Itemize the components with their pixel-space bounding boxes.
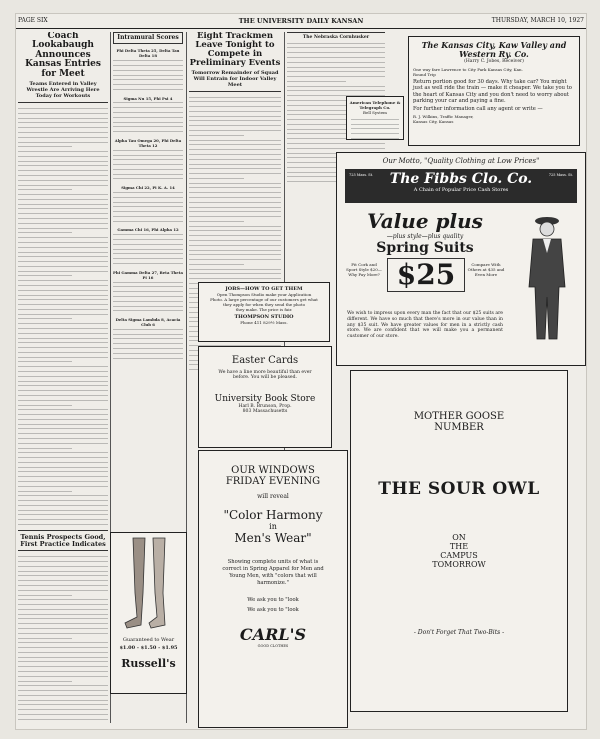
kc-railway-contact: For further information call any agent or write — <box>413 106 543 113</box>
telephone-name: American Telephone & Telegraph Co. <box>349 100 401 110</box>
kc-railway-receiver: (Harry C. Jobes, Receiver) <box>464 59 524 64</box>
windows-line-4: "Color Harmony <box>223 508 323 522</box>
intramural-game: Phi Gamma Delta 27, Beta Theta Pi 16 <box>113 269 183 280</box>
text-line <box>113 261 183 266</box>
kc-fare-line-2: Round Trip <box>413 72 436 77</box>
fibbs-right-note: Compare With Others at $35 and Even More <box>467 262 505 277</box>
windows-ask-1: We ask you to "look <box>247 597 299 603</box>
fibbs-motto: Our Motto, "Quality Clothing at Low Prices" <box>382 157 540 165</box>
fibbs-body: We wish to impress upon every man the fact that our $25 suits are different. We have so much that there's more in our value than in any $35 suit. We have greater values for men in a strictly cash store. We are confident that we will make you a permanent customer of our store. <box>347 311 503 340</box>
russells-name: Russell's <box>121 657 176 670</box>
kc-railway-body: Return portion good for 30 days. Why take car? You might just as well ride the train — make it cheaper. We take you to the heart of Kansas City and you don't need to worry about parking your car and paying a fine. <box>413 79 572 104</box>
fibbs-price: $25 <box>387 258 465 292</box>
headline-tennis: Tennis Prospects Good, First Practice Indicates <box>20 532 106 548</box>
headline-track: Eight Trackmen Leave Tonight to Compete in Preliminary Events <box>189 32 281 68</box>
russells-ad <box>110 532 187 694</box>
text-line <box>113 219 183 224</box>
owl-footer: - Don't Forget That Two-Bits - <box>413 629 505 636</box>
owl-line-5: THE <box>449 542 469 551</box>
easter-cards-title: Easter Cards <box>231 355 299 366</box>
newspaper-page <box>16 14 586 729</box>
thompson-studio-ad: JOBS—HOW TO GET THEM Open Thompson Studio make your Application Photo. A large percentage of our customers get what they apply for when they send the photo they make. The price is fair. THOMPSON STUDIO Phone 411 829½ Mass. <box>198 282 330 342</box>
man-in-suit-illustration <box>515 207 577 347</box>
owl-line-7: TOMORROW <box>432 560 486 569</box>
kc-railway-city: Kansas City, Kansas <box>413 119 454 125</box>
kc-railway-title: The Kansas City, Kaw Valley and Western Ry. Co. <box>421 40 567 59</box>
book-store-name: University Book Store <box>214 394 316 404</box>
headline-intramural: Intramural Scores <box>113 32 183 44</box>
fibbs-logo: The Fibbs Clo. Co. <box>389 171 533 187</box>
fibbs-left-note: Fit Cork and Sport Style $20— Why Pay More? <box>346 262 382 277</box>
intramural-game: Sigma Nu 15, Phi Psi 4 <box>123 95 173 101</box>
intramural-game: Gamma Chi 16, Phi Alpha 12 <box>117 227 179 233</box>
fibbs-spring-suits: Spring Suits <box>376 240 474 256</box>
fibbs-clothing-ad <box>336 152 586 366</box>
sour-owl-ad <box>350 370 568 712</box>
page-number: PAGE SIX <box>18 17 48 24</box>
russells-guarantee: Guaranteed to Wear <box>122 637 175 643</box>
fibbs-tagline: A Chain of Popular Price Cash Stores <box>413 187 509 193</box>
intramural-scores <box>113 48 183 360</box>
telephone-ad <box>346 96 404 140</box>
book-store-address: 803 Massachusetts <box>242 409 288 414</box>
intramural-game: Alpha Tau Omega 20, Phi Delta Theta 12 <box>114 137 182 148</box>
windows-line-1: OUR WINDOWS <box>231 465 315 476</box>
owl-title: THE SOUR OWL <box>378 479 540 499</box>
article-body-wrestling <box>18 106 108 527</box>
kc-railway-agent: R. J. Wilkins, Traffic Manager, <box>413 114 474 120</box>
jobs-title: JOBS—HOW TO GET THEM <box>225 286 303 292</box>
carls-clothing-ad <box>198 450 348 728</box>
article-body-tennis <box>18 554 108 723</box>
text-line <box>18 522 108 527</box>
intramural-game: Sigma Chi 22, Pi K. A. 14 <box>121 185 175 191</box>
thompson-studio-name: THOMPSON STUDIO <box>234 314 294 320</box>
owl-line-6: CAMPUS <box>440 551 478 560</box>
fibbs-logo-banner: 725 Mass. St. The Fibbs Clo. Co. A Chain of Popular Price Cash Stores 725 Mass. St. <box>345 169 577 203</box>
owl-line-4: ON <box>452 533 466 542</box>
thompson-studio-address: Phone 411 829½ Mass. <box>240 320 288 325</box>
windows-ask-2: We ask you to "look <box>247 607 299 613</box>
telephone-sub: Bell System <box>363 110 387 115</box>
carls-logo: CARL'S <box>239 625 307 644</box>
text-line <box>113 356 183 361</box>
book-store-ad <box>198 346 332 448</box>
text-line <box>113 87 183 92</box>
windows-line-6: Men's Wear" <box>234 531 312 545</box>
fibbs-style-quality: —plus style—plus quality <box>386 233 464 240</box>
owl-line-2: NUMBER <box>434 422 484 433</box>
carls-logo-sub: GOOD CLOTHES <box>257 644 289 648</box>
text-line <box>113 308 183 313</box>
subhead-wrestling: Teams Entered in Valley Wrestle Are Arriving Here Today for Workouts <box>26 81 100 100</box>
kc-fare-line-1: One way fare Lawrence to City Park Kansas City, Kan. <box>413 67 523 72</box>
windows-line-3: will reveal <box>257 493 289 500</box>
intramural-game: Delta Sigma Lambda 8, Acacia Club 6 <box>115 316 181 327</box>
kc-railway-ad <box>408 36 580 146</box>
easter-cards-body: We have a line more beautiful than ever before. You will be pleased. <box>218 370 312 380</box>
headline-wrestling: Coach Lookabaugh Announces Kansas Entries for Meet <box>25 32 101 79</box>
windows-line-5: in <box>269 522 277 531</box>
text-line <box>113 129 183 134</box>
subhead-track: Tomorrow Remainder of Squad Will Entrain for Indoor Valley Meet <box>191 69 279 88</box>
book-store-proprietor: Harl B. Brunson, Prop. <box>238 404 292 409</box>
owl-line-1: MOTHER GOOSE <box>413 411 505 422</box>
text-line <box>18 722 72 723</box>
issue-date: THURSDAY, MARCH 10, 1927 <box>491 17 584 24</box>
page-header <box>16 14 586 29</box>
text-line <box>113 177 183 182</box>
fibbs-value-plus: Value plus <box>367 209 483 233</box>
masthead: THE UNIVERSITY DAILY KANSAN <box>238 17 364 25</box>
text-line <box>351 136 399 140</box>
russells-prices: $1.00 - $1.50 - $1.95 <box>119 645 178 651</box>
windows-body: Showing complete units of what is correct in Spring Apparel for Men and Young Men, with "colors that will harmonize." <box>222 559 324 586</box>
windows-line-2: FRIDAY EVENING <box>225 476 321 487</box>
stockings-illustration <box>111 533 186 633</box>
headline-nebraska: The Nebraska Cornhusker <box>302 35 370 40</box>
intramural-game: Phi Delta Theta 25, Delta Tau Delta 18 <box>116 48 180 59</box>
column-1 <box>18 32 108 723</box>
